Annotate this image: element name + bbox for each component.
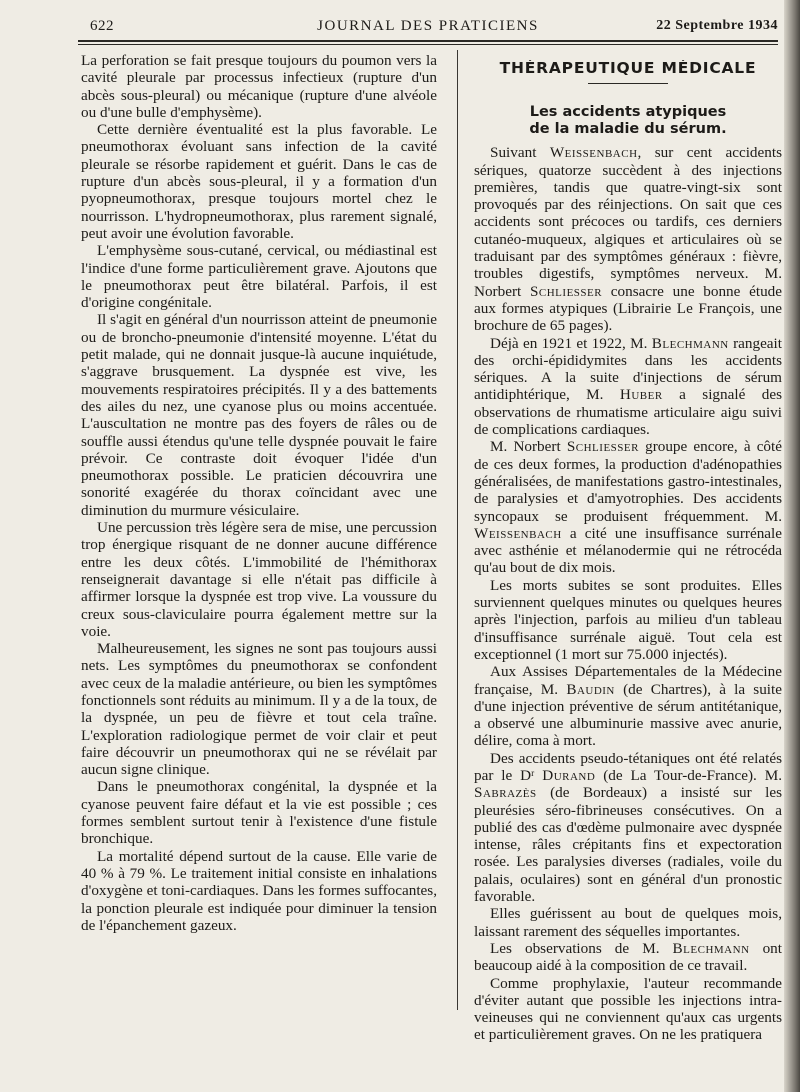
section-rule — [588, 83, 668, 84]
journal-title: JOURNAL DES PRATICIENS — [317, 18, 539, 34]
paragraph — [474, 663, 782, 749]
author-name: Weissenbach — [474, 524, 562, 542]
author-name: Blechmann — [651, 334, 729, 352]
page-number: 622 — [90, 18, 114, 34]
text-run: Des accidents pseudo-tétaniques ont été relatés par le Dʳ — [474, 749, 782, 784]
author-name: Baudin — [566, 680, 615, 698]
author-name: Sabrazès — [474, 784, 537, 802]
paragraph: Malheureusement, les signes ne sont pas toujours aussi nets. Les symptômes du pneumothorax se confondent avec ceux de la maladie antérieure, ou bien les symptômes fonctionnels sont réduits au minimum. Il y a de la toux, de la dyspnée, un peu de fièvre et tout cela traîne. L'exploration radiologique permet de voir clair et peut faire découvrir un pneumothorax qui ne se révélait par aucun signe clinique. — [81, 640, 437, 779]
paragraph — [474, 335, 782, 439]
left-column — [81, 52, 437, 934]
right-column — [474, 60, 782, 1044]
paragraph: Une percussion très légère sera de mise, une percussion trop énergique risquant de ne donner aucune différence entre les deux côtés. L'immobilité de l'hémithorax renseignerait davantage si elle n'était pas difficile à affirmer lorsque la dyspnée est trop vive. La voussure du creux sous-claviculaire pourra également mettre sur la voie. — [81, 519, 437, 640]
text-run: Déjà en 1921 et 1922, M. — [490, 334, 652, 352]
paragraph: Comme prophylaxie, l'auteur recommande d'éviter autant que possible les injections intra-veineuses qui ne conviennent qu'aux cas urgents et particulièrement graves. On ne les pratiquera — [474, 974, 782, 1044]
author-name: Huber — [619, 386, 663, 404]
text-run: (de Chartres), à la suite d'une injection préventive de sérum antitétanique, a observé une albuminurie massive avec anurie, délire, coma à mort. — [474, 680, 782, 750]
author-name: Blechmann — [672, 939, 750, 957]
text-run: a cité une insuffisance surrénale avec asthénie et mélanodermie qui ne rétrocéda qu'au bout de dix mois. — [474, 524, 782, 577]
author-name: Durand — [542, 766, 596, 784]
article-title — [474, 104, 782, 138]
author-name: Schliesser — [566, 438, 639, 456]
paragraph: L'emphysème sous-cutané, cervical, ou médiastinal est l'indice d'une forme particulièrement grave. Ajoutons que le pneumothorax peut être bilatéral. Parfois, il est d'origine congénitale. — [81, 242, 437, 312]
text-run: (de La Tour-de-France). M. — [595, 766, 782, 784]
author-name: Weissenbach — [549, 144, 638, 162]
paragraph — [474, 940, 782, 975]
text-run: , sur cent accidents sériques, quatorze succèdent à des injections premières, tandis que quatre-vingt-six sont provoqués par des réinjections. On sait que ces accidents sont précoces ou tardifs, ces derniers cutanéo-muqueux, algiques et articulaires où se traduisant par des symptômes généraux : fièvre, troubles digestifs, symptômes nerveux. M. Norbert — [474, 144, 782, 300]
header-rule-bottom — [78, 44, 778, 45]
column-divider — [457, 50, 458, 1010]
text-run: Suivant — [490, 144, 550, 162]
paragraph: Cette dernière éventualité est la plus favorable. Le pneumothorax évoluant sans infection de la cavité pleurale se résorbe rapidement et guérit. Dans le cas de rupture d'un abcès sous-pleural, il y a formation d'un pyopneumothorax, presque toujours mortel chez le nourrisson. L'hydropneumothorax, plus rarement signalé, peut avoir une évolution favorable. — [81, 121, 437, 242]
paragraph — [474, 750, 782, 906]
paragraph: Il s'agit en général d'un nourrisson atteint de pneumonie ou de broncho-pneumonie d'intensité moyenne. L'état du petit malade, qui ne donnait jusque-là aucune inquiétude, s'aggrave brusquement. La dyspnée est vive, les mouvements respiratoires précipités. Il y a des battements des ailes du nez, une cyanose plus ou moins accentuée. L'auscultation ne montre pas des foyers de râles ou de souffle aussi étendus qu'une telle dyspnée pouvait le faire prévoir. Ce contraste doit évoquer l'idée d'un pneumothorax possible. Le praticien découvrira une sonorité exagérée du thorax coïncidant avec une diminution du murmure vésiculaire. — [81, 311, 437, 519]
paragraph: La perforation se fait presque toujours du poumon vers la cavité pleurale par processus infectieux (rupture d'un abcès sous-pleural) ou mécanique (rupture d'une alvéole ou d'une bulle d'emphysème). — [81, 52, 437, 121]
page-edge-shadow — [784, 0, 800, 1092]
header-rule-top — [78, 40, 778, 42]
text-run: (de Bordeaux) a insisté sur les pleurésies séro-fibrineuses consécutives. On a publié des cas d'œdème pulmonaire avec dyspnée intense, râles crépitants fins et expectoration rosée. Les paralysies diverses (radiales, voile du palais, oculaires) sont en général d'un pronostic favorable. — [474, 784, 782, 906]
running-header — [78, 16, 778, 40]
paragraph — [474, 144, 782, 334]
text-run: a signalé des observations de rhumatisme articulaire aigu suivi de complications cardiaques. — [474, 386, 782, 439]
paragraph: Elles guérissent au bout de quelques mois, laissant rarement des séquelles importantes. — [474, 905, 782, 940]
text-run: ont beaucoup aidé à la composition de ce travail. — [474, 939, 782, 975]
paragraph: La mortalité dépend surtout de la cause. Elle varie de 40 % à 79 %. Le traitement initial consiste en inhalations d'oxygène et toni-cardiaques. Dans les formes suffocantes, la ponction pleurale est indiquée pour diminuer la tension de l'épanchement gazeux. — [81, 847, 437, 934]
text-run: groupe encore, à côté de ces deux formes, la production d'adénopathies généralisées, de manifestations gastro-intestinales, de paralysies et d'amyotrophies. Des accidents syncopaux se produisent fréquemment. M. — [474, 438, 782, 525]
paragraph — [474, 438, 782, 576]
text-run: M. Norbert — [490, 438, 567, 456]
article-title-line1: Les accidents atypiques — [529, 104, 727, 121]
paragraph: Dans le pneumothorax congénital, la dyspnée et la cyanose peuvent faire défaut et la vie est possible ; ces formes semblent surtout tenir à l'existence d'une fistule bronchique. — [81, 778, 437, 848]
author-name: Schliesser — [529, 282, 603, 300]
text-run: Aux Assises Départementales de la Médecine française, M. — [474, 663, 782, 698]
paragraph: Les morts subites se sont produites. Elles surviennent quelques minutes ou quelques heures après l'injection, parfois au milieu d'un tableau d'insuffisance surrénale aiguë. Tout cela est exceptionnel (1 mort sur 75.000 injectés). — [474, 576, 782, 663]
article-title-line2: de la maladie du sérum. — [529, 121, 727, 138]
text-run: Les observations de M. — [490, 939, 673, 957]
text-run: consacre une bonne étude aux formes atypiques (Librairie Le François, une brochure de 65 pages). — [474, 282, 782, 335]
section-title: THÉRAPEUTIQUE MÉDICALE — [499, 60, 757, 77]
issue-date: 22 Septembre 1934 — [656, 18, 778, 33]
text-run: rangeait des orchi-épididymites dans les accidents sériques. A la suite d'injections de sérum antidiphtérique, M. — [474, 334, 782, 404]
